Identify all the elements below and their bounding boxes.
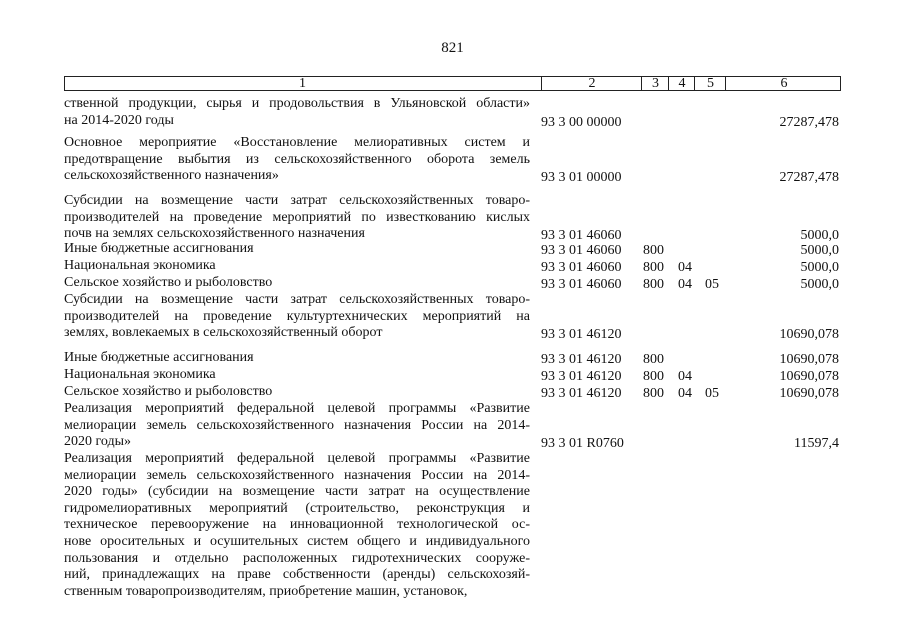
description-line: землях, вовлекаемых в сельскохозяйственный оборот <box>64 325 383 341</box>
header-col-6: 6 <box>725 76 842 91</box>
amount-value: 11597,4 <box>794 436 839 452</box>
subsection-code: 05 <box>705 386 719 401</box>
description-line: Основное мероприятие «Восстановление мелиоративных систем и <box>64 135 530 150</box>
description-line: ственной продукции, сырья и продовольствия в Ульяновской области» <box>64 96 530 111</box>
budget-code: 93 3 01 R0760 <box>541 436 624 452</box>
amount-value: 5000,0 <box>800 260 839 275</box>
description-line: нове оросительных и осушительных систем общего и индивидуального <box>64 533 530 549</box>
row-description <box>64 193 530 243</box>
amount-value: 10690,078 <box>779 327 839 343</box>
amount-value: 10690,078 <box>779 369 839 384</box>
expense-type-code: 800 <box>643 243 664 258</box>
description-line: Национальная экономика <box>64 258 216 273</box>
description-line: техническое перевооружение на инновационной технологической ос- <box>64 517 530 533</box>
description-line: почв на землях сельскохозяйственного назначения <box>64 226 365 242</box>
budget-code: 93 3 01 00000 <box>541 170 622 186</box>
row-description <box>64 451 530 600</box>
expense-type-code: 800 <box>643 369 664 384</box>
description-line: производителей на проведение культуртехнических мероприятий на <box>64 308 530 324</box>
budget-code: 93 3 01 46120 <box>541 352 622 367</box>
amount-value: 5000,0 <box>800 277 839 292</box>
budget-code: 93 3 01 46060 <box>541 277 622 292</box>
header-col-3: 3 <box>641 76 669 91</box>
amount-value: 27287,478 <box>779 114 839 130</box>
section-code: 04 <box>678 277 692 292</box>
row-description <box>64 275 530 292</box>
amount-value: 27287,478 <box>779 170 839 186</box>
description-line: пользования и отдельно расположенных гидротехнических сооруже- <box>64 550 530 566</box>
amount-value: 5000,0 <box>800 243 839 258</box>
description-line: ственным товаропроизводителям, приобретение машин, установок, <box>64 583 468 599</box>
header-col-5: 5 <box>694 76 726 91</box>
row-description <box>64 401 530 451</box>
description-line: Национальная экономика <box>64 367 216 382</box>
description-line: Сельское хозяйство и рыболовство <box>64 275 273 290</box>
description-line: гидромелиоративных мероприятий (строительство, реконструкция и <box>64 500 530 516</box>
row-description <box>64 135 530 185</box>
expense-type-code: 800 <box>643 260 664 275</box>
row-description <box>64 258 530 275</box>
description-line: Реализация мероприятий федеральной целевой программы «Развитие <box>64 401 530 416</box>
row-description <box>64 241 530 258</box>
description-line: мелиорации земель сельскохозяйственного назначения России на 2014- <box>64 417 530 433</box>
budget-code: 93 3 01 46120 <box>541 327 622 343</box>
row-description <box>64 292 530 342</box>
description-line: Субсидии на возмещение части затрат сельскохозяйственных товаро- <box>64 193 530 208</box>
expense-type-code: 800 <box>643 277 664 292</box>
description-line: 2020 годы» <box>64 434 132 450</box>
description-line: Иные бюджетные ассигнования <box>64 350 254 365</box>
section-code: 04 <box>678 260 692 275</box>
description-line: Иные бюджетные ассигнования <box>64 241 254 256</box>
row-description <box>64 350 530 367</box>
budget-code: 93 3 01 46060 <box>541 260 622 275</box>
page-number: 821 <box>441 40 464 56</box>
description-line: Сельское хозяйство и рыболовство <box>64 384 273 399</box>
description-line: Реализация мероприятий федеральной целевой программы «Развитие <box>64 451 530 466</box>
row-description <box>64 96 530 129</box>
description-line: на 2014-2020 годы <box>64 112 174 128</box>
row-description <box>64 384 530 401</box>
amount-value: 10690,078 <box>779 352 839 367</box>
expense-type-code: 800 <box>643 386 664 401</box>
budget-code: 93 3 01 46060 <box>541 243 622 258</box>
section-code: 04 <box>678 386 692 401</box>
description-line: производителей на проведение мероприятий по известкованию кислых <box>64 209 530 225</box>
expense-type-code: 800 <box>643 352 664 367</box>
subsection-code: 05 <box>705 277 719 292</box>
budget-code: 93 3 00 00000 <box>541 114 622 130</box>
section-code: 04 <box>678 369 692 384</box>
description-line: ний, принадлежащих на праве собственности (аренды) сельскохозяй- <box>64 567 530 583</box>
description-line: мелиорации земель сельскохозяйственного назначения России на 2014- <box>64 467 530 483</box>
row-description <box>64 367 530 384</box>
header-col-2: 2 <box>541 76 642 91</box>
description-line: сельскохозяйственного назначения» <box>64 168 279 184</box>
description-line: Субсидии на возмещение части затрат сельскохозяйственных товаро- <box>64 292 530 307</box>
header-col-4: 4 <box>668 76 695 91</box>
budget-code: 93 3 01 46120 <box>541 369 622 384</box>
header-col-1: 1 <box>299 76 306 91</box>
budget-code: 93 3 01 46120 <box>541 386 622 401</box>
budget-code: 93 3 01 46060 <box>541 228 622 244</box>
amount-value: 5000,0 <box>800 228 839 244</box>
description-line: 2020 годы» (субсидии на возмещение части затрат на осуществление <box>64 484 530 500</box>
table-header <box>64 76 841 91</box>
description-line: предотвращение выбытия из сельскохозяйственного оборота земель <box>64 151 530 167</box>
amount-value: 10690,078 <box>779 386 839 401</box>
